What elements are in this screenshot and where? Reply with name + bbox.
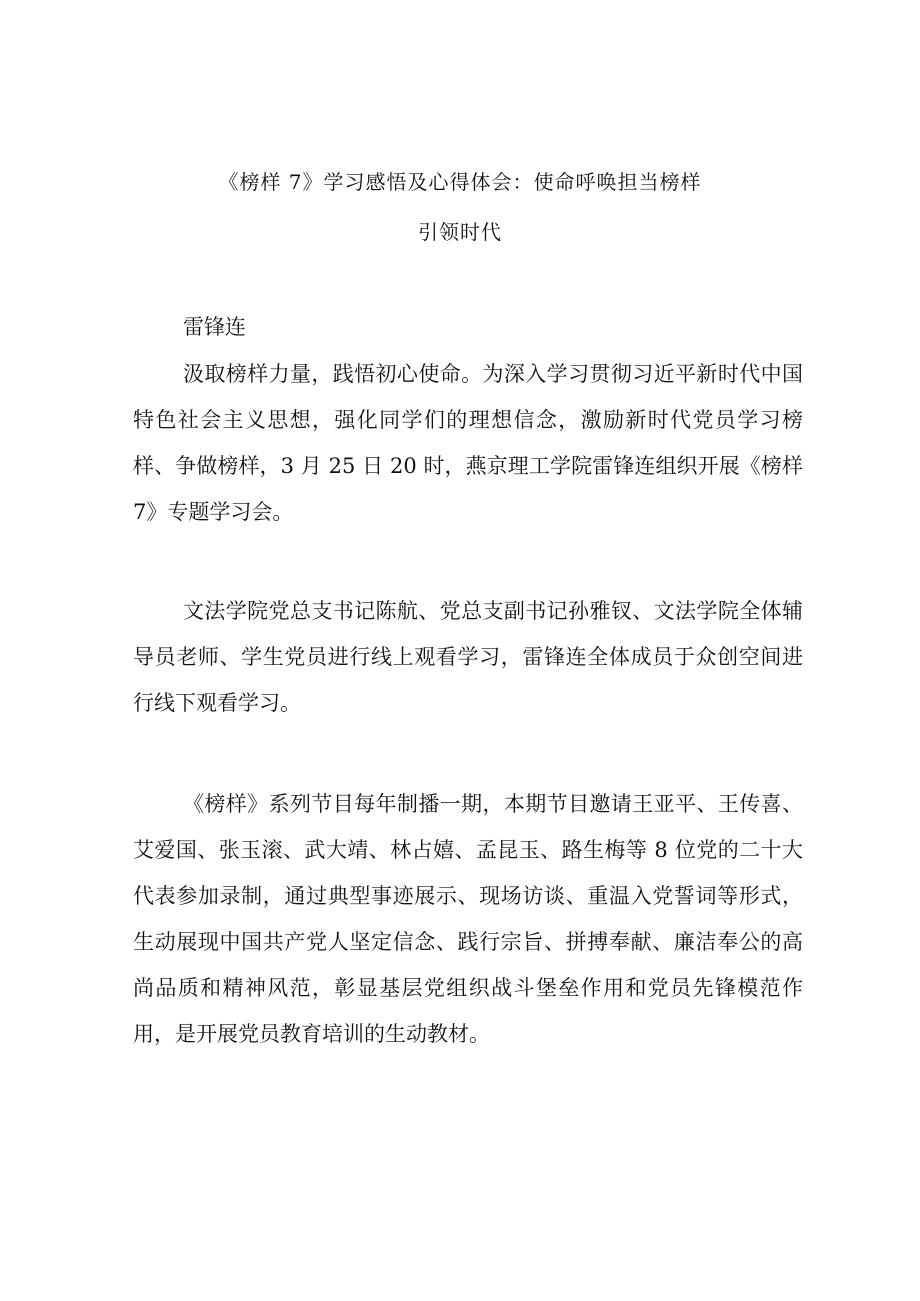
- paragraph-2: 文法学院党总支书记陈航、党总支副书记孙雅钗、文法学院全体辅导员老师、学生党员进行线上观看学习，雷锋连全体成员于众创空间进行线下观看学习。: [133, 599, 803, 715]
- paragraph-3: 《榜样》系列节目每年制播一期，本期节目邀请王亚平、王传喜、艾爱国、张玉滚、武大靖、林占嬉、孟昆玉、路生梅等 8 位党的二十大代表参加录制，通过典型事迹展示、现场访谈、重温入党誓词等形式，生动展现中国共产党人坚定信念、践行宗旨、拼搏奉献、廉洁奉公的高尚品质和精神风范，彰显基层党组织战斗堡垒作用和党员先锋模范作用，是开展党员教育培训的生动教材。: [133, 792, 803, 1046]
- document-title-line-2: 引领时代: [418, 220, 502, 244]
- document-title-line-1: 《榜样 7》学习感悟及心得体会：使命呼唤担当榜样: [218, 170, 702, 194]
- paragraph-1: 汲取榜样力量，践悟初心使命。为深入学习贯彻习近平新时代中国特色社会主义思想，强化同学们的理想信念，激励新时代党员学习榜样、争做榜样，3 月 25 日 20 时，燕京理工学院雷锋连组织开展《榜样 7》专题学习会。: [133, 362, 803, 524]
- author-name: 雷锋连: [183, 315, 246, 339]
